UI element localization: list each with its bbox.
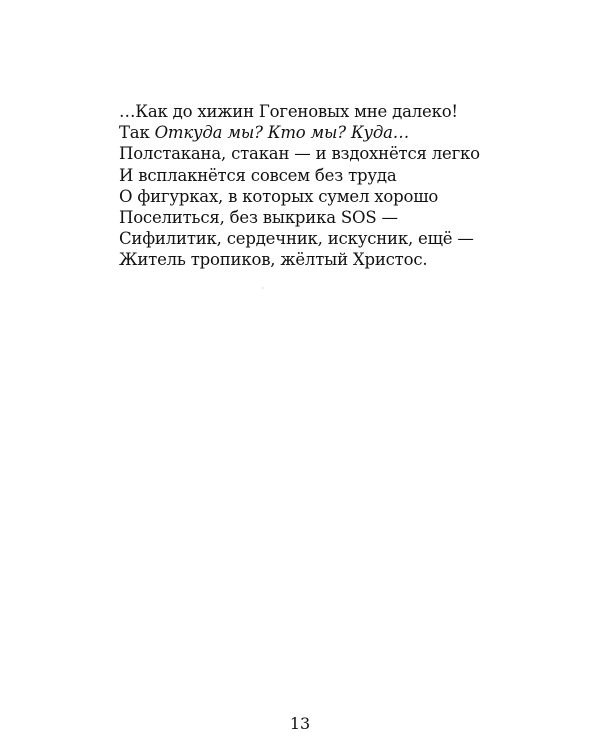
scan-speck	[262, 287, 264, 289]
page-number: 13	[289, 714, 311, 733]
poem-line	[119, 165, 480, 186]
poem-stanza	[119, 101, 480, 271]
poem-text: …Как до хижин Гогеновых мне далеко!	[119, 102, 458, 121]
poem-text: Поселиться, без выкрика SOS —	[119, 208, 398, 228]
poem-text: Сифилитик, сердечник, искусник, ещё —	[119, 229, 474, 249]
poem-line	[119, 101, 480, 122]
poem-text-italic: Откуда мы? Кто мы? Куда…	[154, 123, 410, 143]
poem-line	[119, 122, 480, 143]
poem-line	[119, 143, 480, 164]
poem-text: Житель тропиков, жёлтый Христос.	[119, 250, 428, 270]
poem-line	[119, 228, 480, 249]
poem-text: О фигурках, в которых сумел хорошо	[119, 186, 439, 206]
poem-line	[119, 186, 480, 207]
poem-text: И всплакнётся совсем без труда	[119, 165, 397, 185]
poem-line	[119, 249, 480, 270]
poem-text: Полстакана, стакан — и вздохнётся легко	[119, 144, 480, 164]
poem-text: Так	[119, 123, 155, 143]
poem-line	[119, 207, 480, 228]
